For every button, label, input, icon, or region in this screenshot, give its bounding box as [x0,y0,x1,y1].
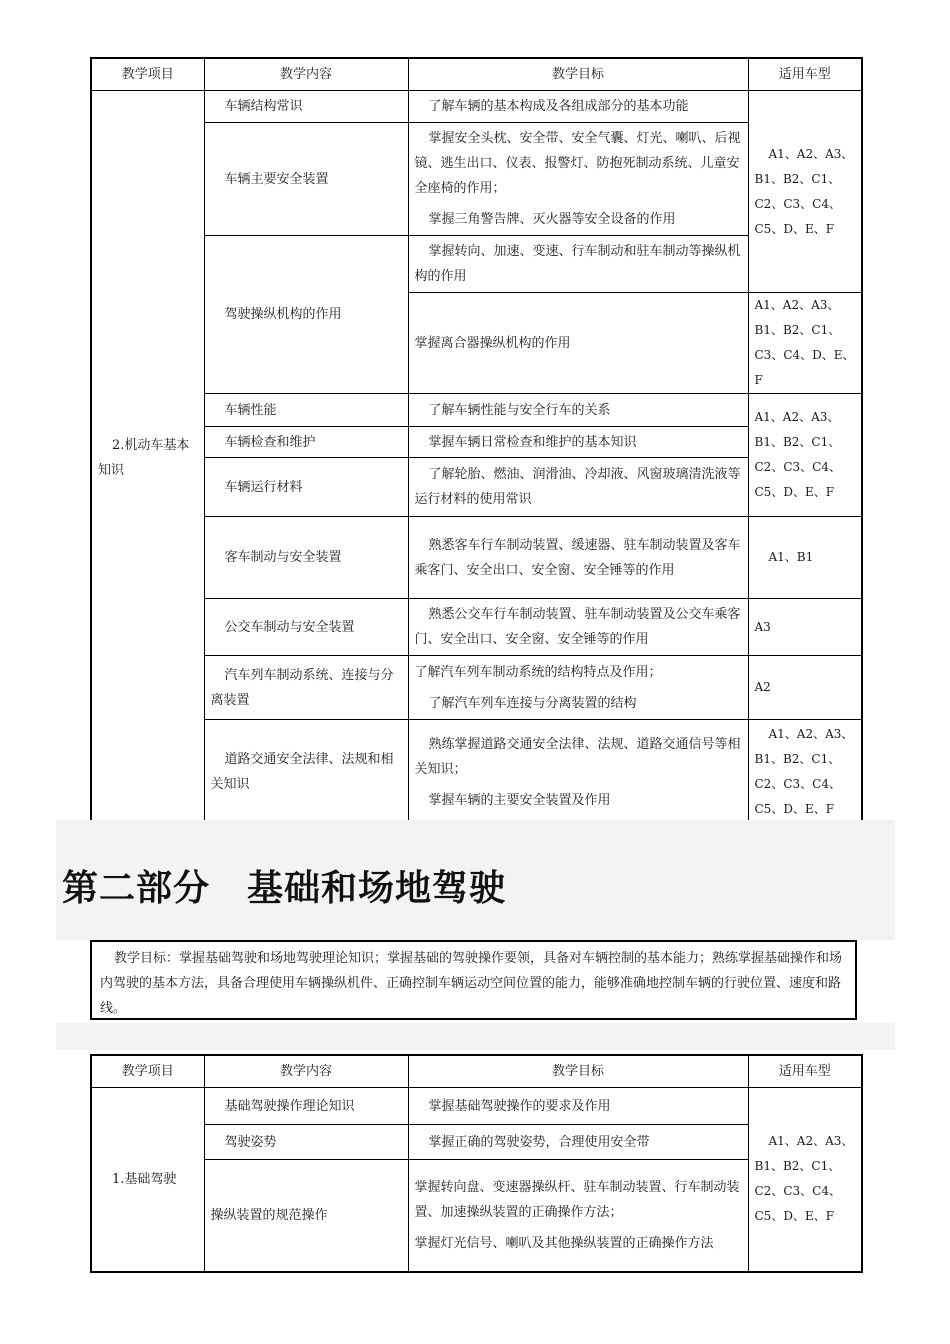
goal-cell [408,720,748,826]
content-cell: 操纵装置的规范操作 [204,1160,408,1272]
table-row [91,656,862,720]
vehicle-cell: A1、A2、A3、B1、B2、C1、C2、C3、C4、C5、D、E、F [748,1088,862,1272]
header-content: 教学内容 [204,58,408,91]
table-row [91,394,862,427]
header-content: 教学内容 [204,1055,408,1088]
teaching-table-1 [90,57,863,827]
content-cell: 驾驶姿势 [204,1125,408,1160]
table-row [91,517,862,599]
goal-cell: 掌握基础驾驶操作的要求及作用 [408,1088,748,1125]
content-cell: 车辆性能 [204,394,408,427]
goal-text: 掌握车辆的主要安全装置及作用 [428,792,611,808]
goal-cell: 掌握离合器操纵机构的作用 [408,293,748,394]
content-cell: 车辆运行材料 [204,458,408,517]
vehicle-cell: A1、A2、A3、B1、B2、C1、C3、C4、D、E、F [748,293,862,394]
table-row [91,1125,862,1160]
content-cell: 客车制动与安全装置 [204,517,408,599]
goal-cell [408,656,748,720]
header-vehicle: 适用车型 [748,1055,862,1088]
vehicle-cell: A1、A2、A3、B1、B2、C1、C2、C3、C4、C5、D、E、F [748,394,862,517]
table-row [91,427,862,458]
goal-cell: 掌握正确的驾驶姿势，合理使用安全带 [408,1125,748,1160]
section-goal-text: 教学目标：掌握基础驾驶和场地驾驶理论知识；掌握基础的驾驶操作要领，具备对车辆控制的基本能力；熟练掌握基础操作和场内驾驶的基本方法，具备合理使用车辆操纵机件、正确控制车辆运动空间位置的能力，能够准确地控制车辆的行驶位置、速度和路线。 [100,951,843,1016]
goal-cell: 熟悉客车行车制动装置、缓速器、驻车制动装置及客车乘客门、安全出口、安全窗、安全锤等的作用 [408,517,748,599]
header-project: 教学项目 [91,1055,204,1088]
goal-cell: 掌握车辆日常检查和维护的基本知识 [408,427,748,458]
goal-cell [408,123,748,236]
project-cell: 2.机动车基本知识 [91,91,204,826]
vehicle-cell: A1、B1 [748,517,862,599]
goal-text: 掌握三角警告牌、灭火器等安全设备的作用 [428,212,676,227]
content-cell: 车辆主要安全装置 [204,123,408,236]
content-cell: 公交车制动与安全装置 [204,599,408,656]
vehicle-cell: A3 [748,599,862,656]
table-row [91,599,862,656]
goal-cell: 熟悉公交车行车制动装置、驻车制动装置及公交车乘客门、安全出口、安全窗、安全锤等的作用 [408,599,748,656]
content-cell: 道路交通安全法律、法规和相关知识 [204,720,408,826]
goal-text: 掌握灯光信号、喇叭及其他操纵装置的正确操作方法 [414,1235,714,1251]
vehicle-cell: A2 [748,656,862,720]
section-title: 第二部分 基础和场地驾驶 [62,867,507,909]
section-band-bottom [56,1023,895,1050]
table-row [91,1160,862,1272]
table-row [91,236,862,293]
header-vehicle: 适用车型 [748,58,862,91]
header-goal: 教学目标 [408,58,748,91]
teaching-table-2 [90,1054,863,1273]
vehicle-cell: A1、A2、A3、B1、B2、C1、C2、C3、C4、C5、D、E、F [748,91,862,293]
goal-text: 了解汽车列车制动系统的结构特点及作用； [414,664,662,680]
goal-cell: 了解轮胎、燃油、润滑油、冷却液、风窗玻璃清洗液等运行材料的使用常识 [408,458,748,517]
goal-text: 掌握安全头枕、安全带、安全气囊、灯光、喇叭、后视镜、逃生出口、仪表、报警灯、防抱死制动系统、儿童安全座椅的作用； [414,131,741,196]
content-cell: 汽车列车制动系统、连接与分离装置 [204,656,408,720]
content-cell: 基础驾驶操作理论知识 [204,1088,408,1125]
table-row [91,91,862,123]
content-cell: 车辆检查和维护 [204,427,408,458]
goal-cell [408,1160,748,1272]
goal-cell: 了解车辆性能与安全行车的关系 [408,394,748,427]
table-header-row [91,58,862,91]
table-row [91,458,862,517]
goal-text: 掌握转向盘、变速器操纵杆、驻车制动装置、行车制动装置、加速操纵装置的正确操作方法； [414,1179,740,1220]
goal-text: 了解汽车列车连接与分离装置的结构 [428,695,637,711]
section-goal-box [90,940,857,1020]
table-row [91,123,862,236]
goal-text: 熟练掌握道路交通安全法律、法规、道路交通信号等相关知识； [414,736,741,777]
vehicle-cell: A1、A2、A3、B1、B2、C1、C2、C3、C4、C5、D、E、F [748,720,862,826]
header-project: 教学项目 [91,58,204,91]
table-row [91,720,862,826]
project-cell: 1.基础驾驶 [91,1088,204,1272]
goal-cell: 掌握转向、加速、变速、行车制动和驻车制动等操纵机构的作用 [408,236,748,293]
header-goal: 教学目标 [408,1055,748,1088]
content-cell: 车辆结构常识 [204,91,408,123]
goal-cell: 了解车辆的基本构成及各组成部分的基本功能 [408,91,748,123]
table-row [91,1088,862,1125]
table-header-row [91,1055,862,1088]
content-cell: 驾驶操纵机构的作用 [204,236,408,394]
